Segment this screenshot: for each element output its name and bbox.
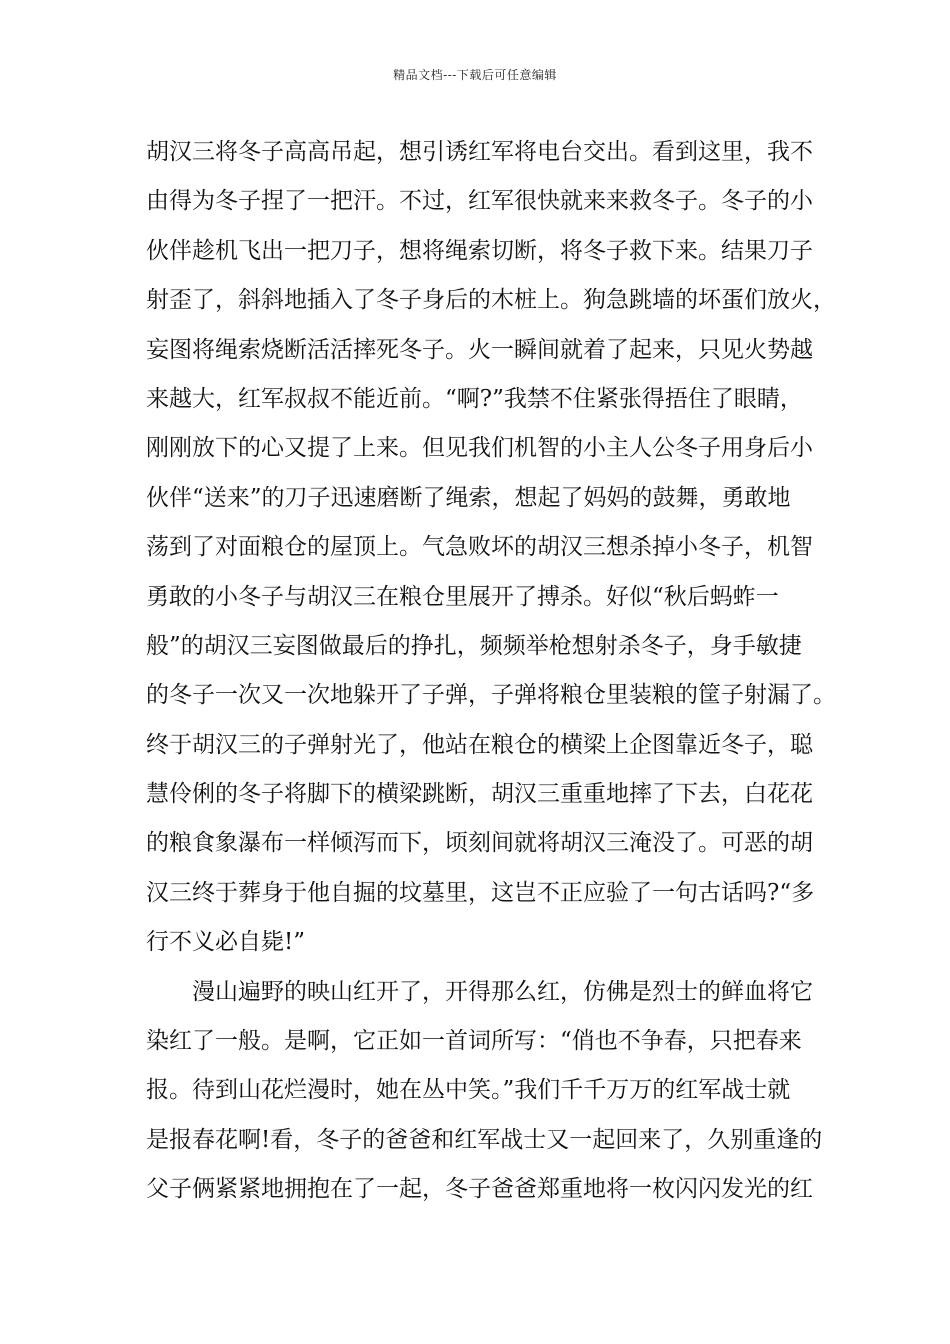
text-line: 伙伴“送来”的刀子迅速磨断了绳索，想起了妈妈的鼓舞，勇敢地: [146, 484, 791, 511]
text-line: 射歪了，斜斜地插入了冬子身后的木桩上。狗急跳墙的坏蛋们放火，: [146, 287, 836, 314]
text-line: 来越大，红军叔叔不能近前。“啊?”我禁不住紧张得捂住了眼睛，: [146, 385, 803, 412]
text-line: 报。待到山花烂漫时，她在丛中笑。”我们千千万万的红军战士就: [146, 1077, 791, 1104]
text-line: 的粮食象瀑布一样倾泻而下，顷刻间就将胡汉三淹没了。可恶的胡: [146, 830, 813, 857]
text-line: 的冬子一次又一次地躲开了子弹，子弹将粮仓里装粮的筐子射漏了。: [146, 682, 836, 709]
page-header: 精品文档---下载后可任意编辑: [393, 68, 557, 82]
text-line: 是报春花啊!看，冬子的爸爸和红军战士又一起回来了，久别重逢的: [146, 1126, 823, 1153]
text-line: 染红了一般。是啊，它正如一首词所写：“俏也不争春，只把春来: [146, 1028, 802, 1055]
text-line: 勇敢的小冬子与胡汉三在粮仓里展开了搏杀。好似“秋后蚂蚱一: [146, 583, 779, 610]
body-text: [146, 132, 836, 1219]
text-line: 妄图将绳索烧断活活摔死冬子。火一瞬间就着了起来，只见火势越: [146, 336, 813, 363]
text-line: 父子俩紧紧地拥抱在了一起，冬子爸爸郑重地将一枚闪闪发光的红: [146, 1176, 813, 1203]
text-line: 胡汉三将冬子高高吊起，想引诱红军将电台交出。看到这里，我不: [146, 139, 813, 165]
text-line: 由得为冬子捏了一把汗。不过，红军很快就来来救冬子。冬子的小: [146, 188, 813, 215]
text-line: 刚刚放下的心又提了上来。但见我们机智的小主人公冬子用身后小: [146, 435, 813, 462]
paragraph-2: [146, 972, 822, 1219]
text-line: 般”的胡汉三妄图做最后的挣扎，频频举枪想射杀冬子，身手敏捷: [146, 632, 802, 659]
text-line: 行不义必自毙!”: [146, 929, 306, 956]
text-line: 终于胡汉三的子弹射光了，他站在粮仓的横梁上企图靠近冬子，聪: [146, 731, 813, 758]
text-line: 荡到了对面粮仓的屋顶上。气急败坏的胡汉三想杀掉小冬子，机智: [146, 534, 813, 561]
text-line: 汉三终于葬身于他自掘的坟墓里，这岂不正应验了一句古话吗?“多: [146, 879, 815, 906]
paragraph-1: [146, 132, 836, 972]
text-line: 漫山遍野的映山红开了，开得那么红，仿佛是烈士的鲜血将它: [192, 978, 813, 1005]
text-line: 伙伴趁机飞出一把刀子，想将绳索切断，将冬子救下来。结果刀子: [146, 237, 813, 264]
text-line: 慧伶俐的冬子将脚下的横梁跳断，胡汉三重重地摔了下去，白花花: [146, 781, 813, 808]
